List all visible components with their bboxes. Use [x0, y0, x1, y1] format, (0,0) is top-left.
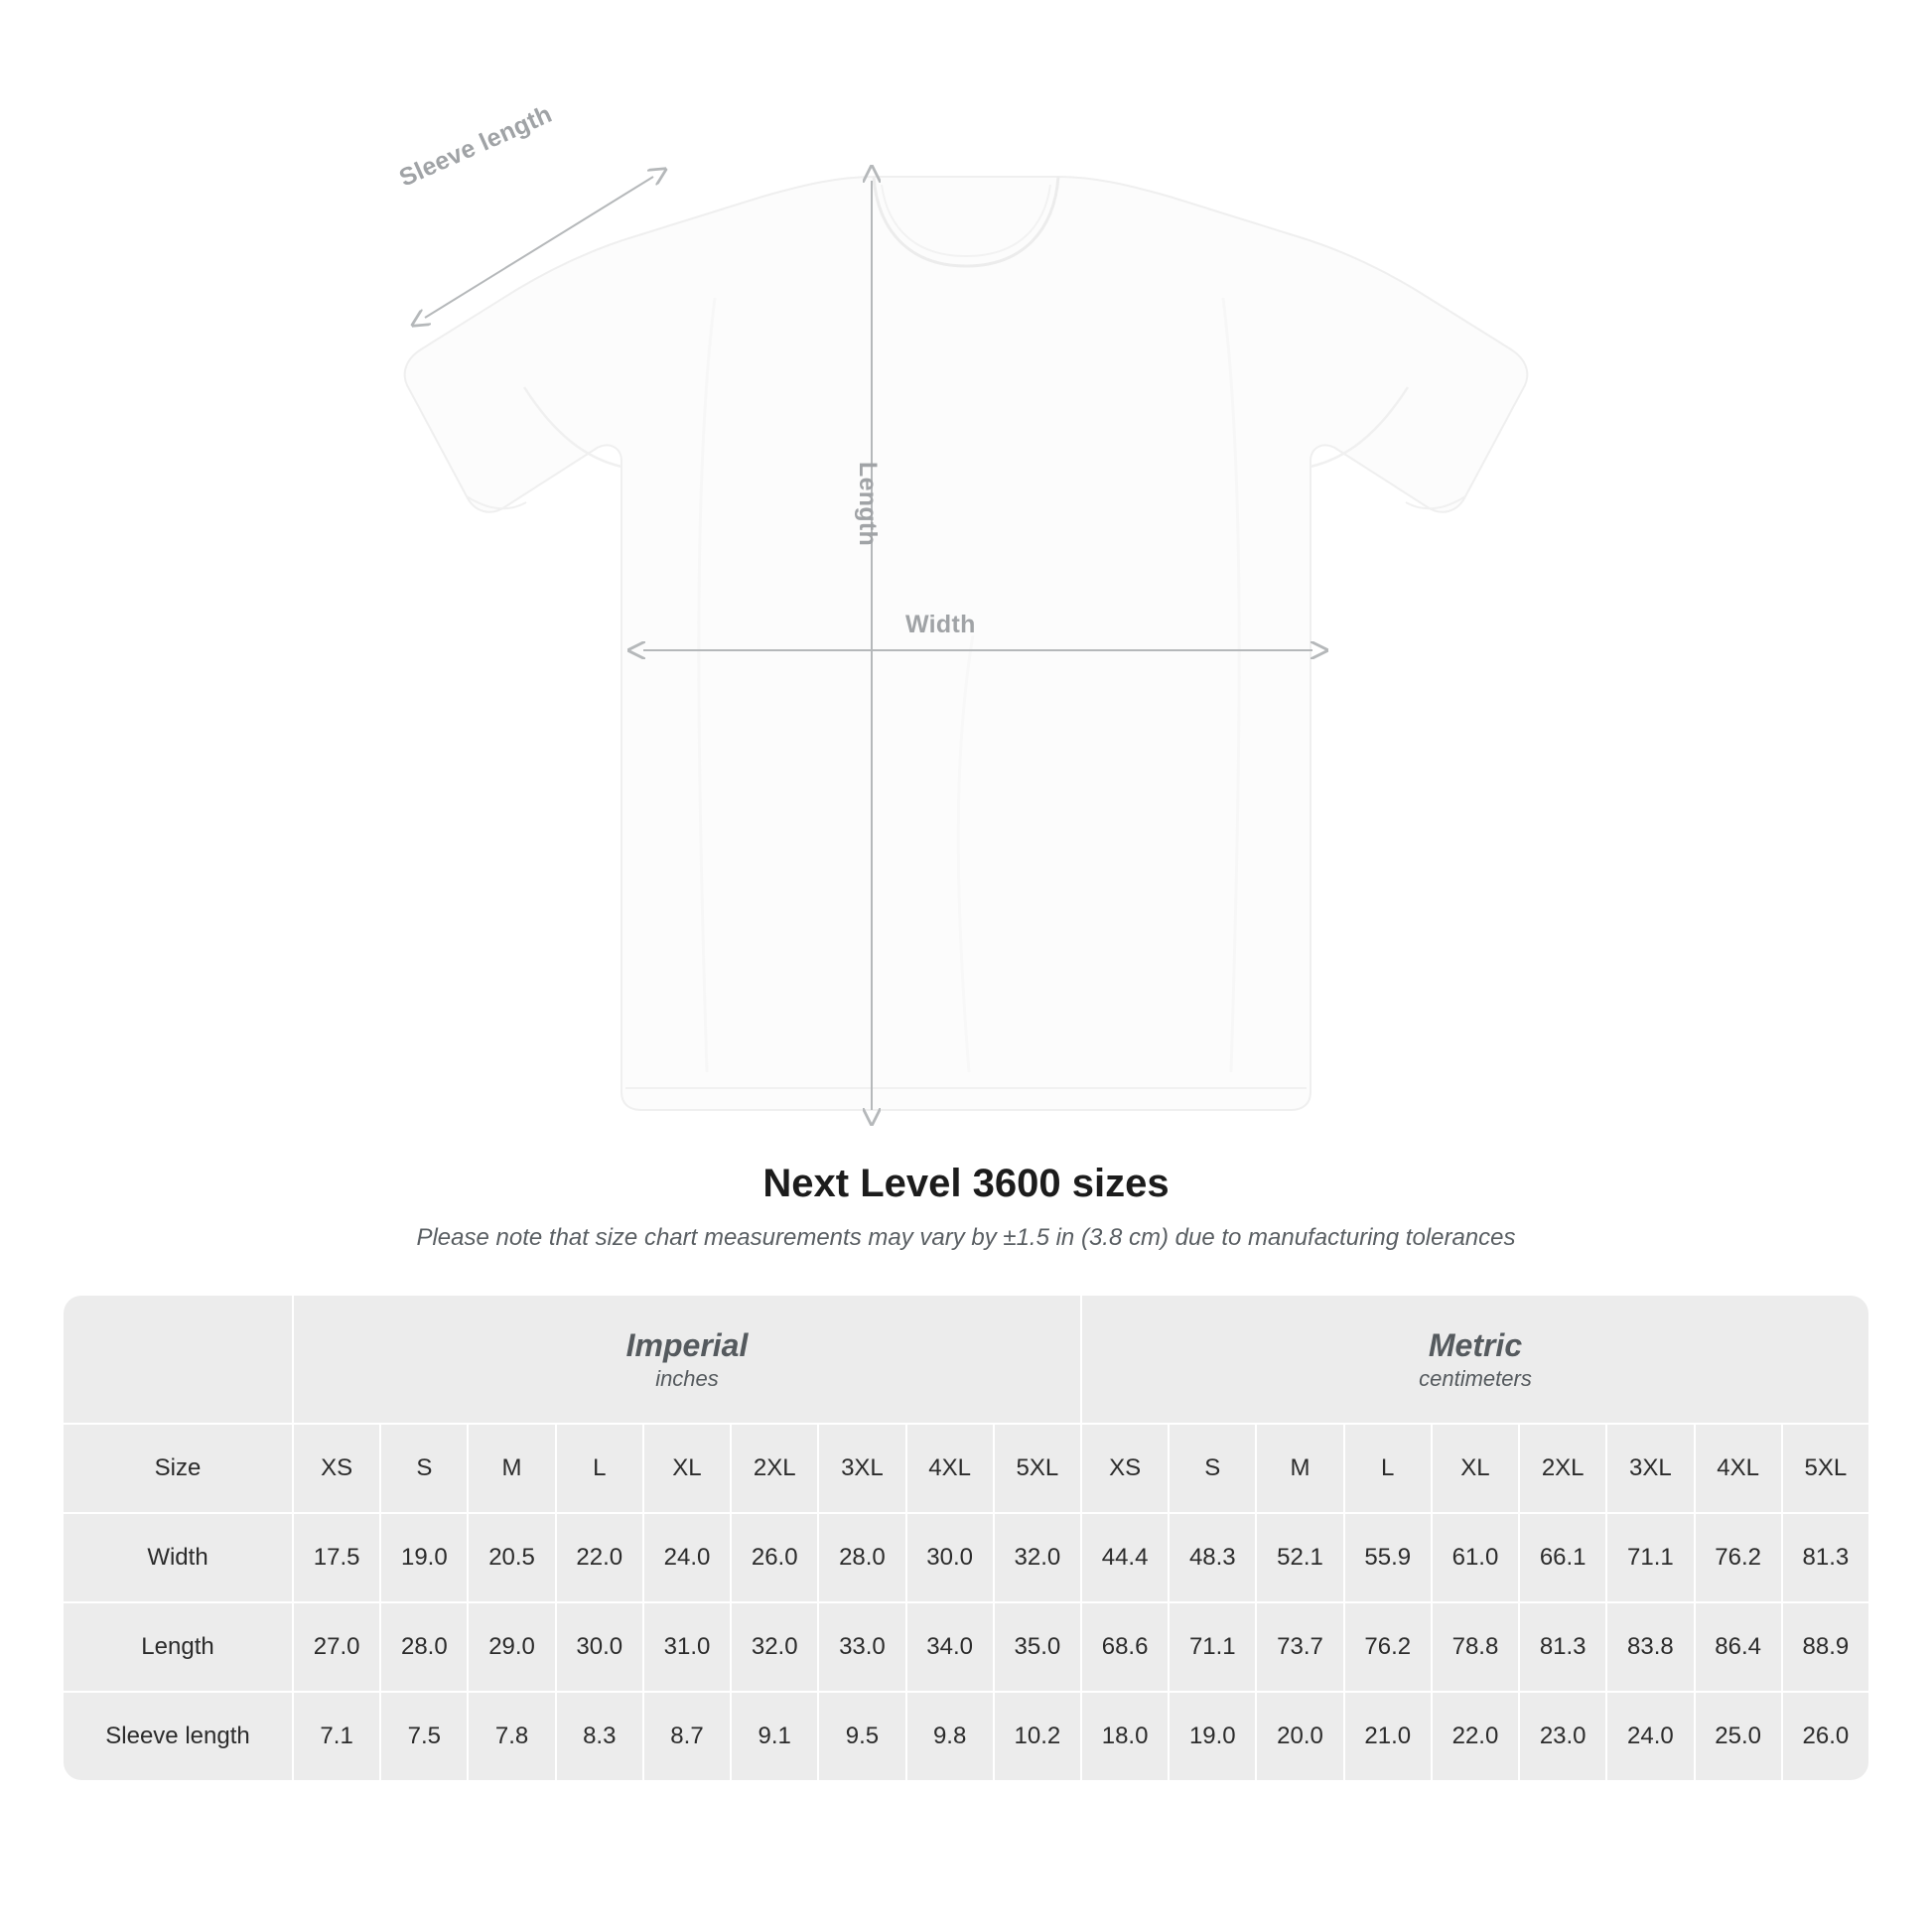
size-header-cell: 3XL	[819, 1425, 904, 1512]
table-cell: 66.1	[1520, 1514, 1605, 1601]
table-cell: 86.4	[1696, 1603, 1781, 1691]
size-header-cell: 5XL	[1783, 1425, 1868, 1512]
table-cell: 48.3	[1170, 1514, 1255, 1601]
table-cell: 22.0	[557, 1514, 642, 1601]
units-corner-cell	[64, 1296, 292, 1423]
width-label: Width	[905, 611, 976, 638]
table-cell: 10.2	[995, 1693, 1080, 1780]
table-cell: 23.0	[1520, 1693, 1605, 1780]
table-cell: 81.3	[1520, 1603, 1605, 1691]
table-row	[64, 1693, 1868, 1780]
size-header-cell: XS	[294, 1425, 379, 1512]
size-header-cell: XL	[644, 1425, 730, 1512]
table-cell: 33.0	[819, 1603, 904, 1691]
table-cell: 24.0	[1607, 1693, 1693, 1780]
table-cell: 76.2	[1345, 1603, 1431, 1691]
table-cell: 9.5	[819, 1693, 904, 1780]
sleeve-length-label: Sleeve length	[395, 99, 557, 193]
size-header-label: Size	[64, 1425, 292, 1512]
row-label-sleeve-length: Sleeve length	[64, 1693, 292, 1780]
table-cell: 28.0	[381, 1603, 467, 1691]
table-cell: 88.9	[1783, 1603, 1868, 1691]
table-cell: 28.0	[819, 1514, 904, 1601]
metric-unit-name: Metric	[1428, 1326, 1523, 1363]
table-cell: 26.0	[1783, 1693, 1868, 1780]
units-header-row	[64, 1296, 1868, 1423]
table-cell: 30.0	[557, 1603, 642, 1691]
table-cell: 81.3	[1783, 1514, 1868, 1601]
table-cell: 44.4	[1082, 1514, 1168, 1601]
table-cell: 68.6	[1082, 1603, 1168, 1691]
size-header-cell: L	[557, 1425, 642, 1512]
table-cell: 9.1	[732, 1693, 817, 1780]
table-cell: 19.0	[381, 1514, 467, 1601]
size-header-cell: 3XL	[1607, 1425, 1693, 1512]
size-table	[62, 1294, 1870, 1782]
table-cell: 78.8	[1433, 1603, 1518, 1691]
table-cell: 25.0	[1696, 1693, 1781, 1780]
table-cell: 34.0	[907, 1603, 993, 1691]
table-cell: 32.0	[732, 1603, 817, 1691]
table-cell: 76.2	[1696, 1514, 1781, 1601]
table-cell: 61.0	[1433, 1514, 1518, 1601]
table-cell: 24.0	[644, 1514, 730, 1601]
size-header-cell: 5XL	[995, 1425, 1080, 1512]
table-cell: 8.7	[644, 1693, 730, 1780]
table-cell: 7.1	[294, 1693, 379, 1780]
size-table-wrapper	[62, 1294, 1870, 1782]
table-cell: 73.7	[1257, 1603, 1342, 1691]
table-cell: 19.0	[1170, 1693, 1255, 1780]
table-cell: 32.0	[995, 1514, 1080, 1601]
table-cell: 20.0	[1257, 1693, 1342, 1780]
table-cell: 35.0	[995, 1603, 1080, 1691]
table-cell: 7.8	[469, 1693, 554, 1780]
table-cell: 21.0	[1345, 1693, 1431, 1780]
measurement-tolerance-note: Please note that size chart measurements may vary by ±1.5 in (3.8 cm) due to manufacturing tolerances	[416, 1224, 1516, 1251]
table-row	[64, 1603, 1868, 1691]
tshirt-shape	[405, 177, 1528, 1110]
table-cell: 83.8	[1607, 1603, 1693, 1691]
size-header-cell: M	[469, 1425, 554, 1512]
table-cell: 55.9	[1345, 1514, 1431, 1601]
size-header-cell: XL	[1433, 1425, 1518, 1512]
size-header-cell: L	[1345, 1425, 1431, 1512]
size-header-cell: 4XL	[907, 1425, 993, 1512]
size-header-row	[64, 1425, 1868, 1512]
table-cell: 71.1	[1170, 1603, 1255, 1691]
row-label-length: Length	[64, 1603, 292, 1691]
table-cell: 30.0	[907, 1514, 993, 1601]
size-header-cell: S	[1170, 1425, 1255, 1512]
imperial-unit-header	[294, 1296, 1080, 1423]
size-header-cell: 2XL	[732, 1425, 817, 1512]
table-cell: 29.0	[469, 1603, 554, 1691]
table-cell: 8.3	[557, 1693, 642, 1780]
imperial-unit-name: Imperial	[625, 1326, 749, 1363]
metric-unit-sub: centimeters	[1419, 1365, 1532, 1391]
size-header-cell: 4XL	[1696, 1425, 1781, 1512]
size-header-cell: S	[381, 1425, 467, 1512]
table-cell: 31.0	[644, 1603, 730, 1691]
table-cell: 71.1	[1607, 1514, 1693, 1601]
table-cell: 22.0	[1433, 1693, 1518, 1780]
page-title: Next Level 3600 sizes	[762, 1162, 1170, 1205]
table-cell: 7.5	[381, 1693, 467, 1780]
table-cell: 20.5	[469, 1514, 554, 1601]
table-cell: 26.0	[732, 1514, 817, 1601]
table-row	[64, 1514, 1868, 1601]
size-header-cell: 2XL	[1520, 1425, 1605, 1512]
size-header-cell: M	[1257, 1425, 1342, 1512]
imperial-unit-sub: inches	[655, 1365, 719, 1391]
size-header-cell: XS	[1082, 1425, 1168, 1512]
metric-unit-header	[1082, 1296, 1868, 1423]
table-cell: 9.8	[907, 1693, 993, 1780]
length-label: Length	[854, 462, 882, 547]
row-label-width: Width	[64, 1514, 292, 1601]
table-cell: 52.1	[1257, 1514, 1342, 1601]
table-cell: 27.0	[294, 1603, 379, 1691]
table-cell: 18.0	[1082, 1693, 1168, 1780]
table-cell: 17.5	[294, 1514, 379, 1601]
